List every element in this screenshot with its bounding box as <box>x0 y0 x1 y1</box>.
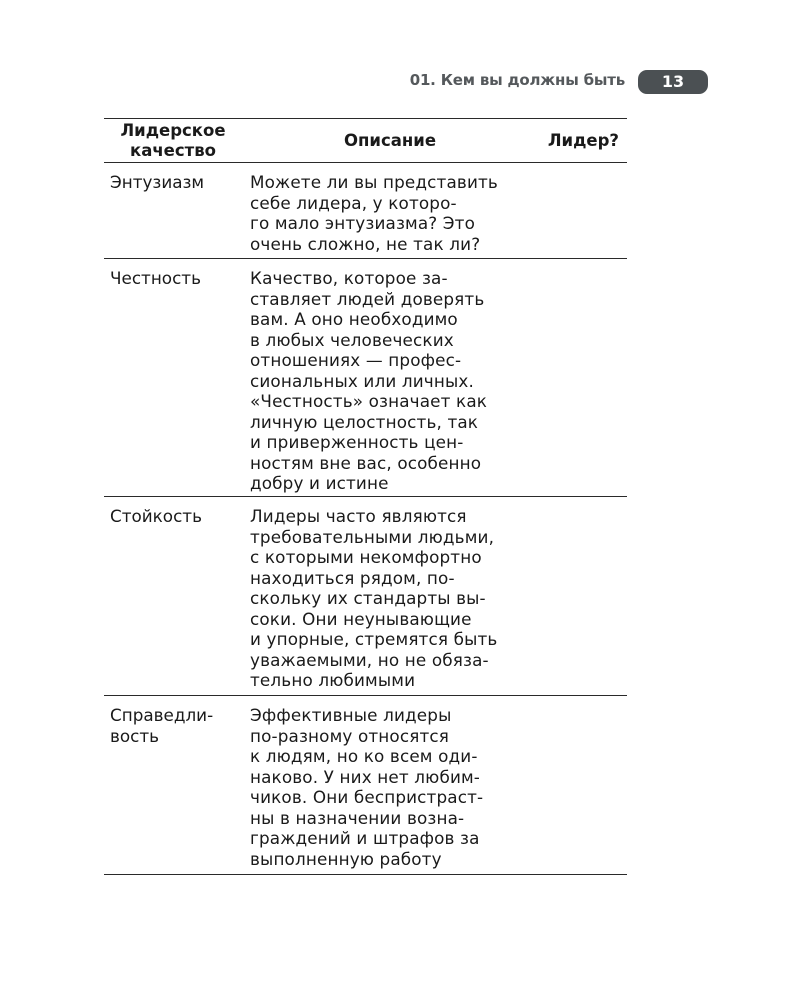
column-header-quality-line: Лидерское <box>120 121 226 140</box>
quality-cell <box>110 172 204 193</box>
quality-line: Стойкость <box>110 506 202 526</box>
description-line: очень сложно, не так ли? <box>250 233 481 254</box>
description-line: личную целостность, так <box>250 411 479 432</box>
description-line: скольку их стандарты вы- <box>250 588 486 608</box>
running-header-chapter: 01. Кем вы должны быть <box>409 71 625 89</box>
column-header-quality-line: качество <box>130 141 216 160</box>
quality-line: Энтузиазм <box>110 172 205 192</box>
description-line: к людям, но ко всем оди- <box>250 746 478 766</box>
description-line: ностям вне вас, особенно <box>250 452 482 473</box>
description-line: го мало энтузиазма? Это <box>250 213 476 233</box>
description-line: тельно любимыми <box>250 670 416 690</box>
description-line: требовательными людьми, <box>250 526 495 547</box>
row-divider <box>104 258 627 259</box>
quality-line: Честность <box>110 268 201 288</box>
row-divider <box>104 496 627 497</box>
row-divider <box>104 695 627 696</box>
quality-line: вость <box>110 725 160 746</box>
description-line: ны в назначении возна- <box>250 807 465 828</box>
description-line: Лидеры часто являются <box>250 506 467 526</box>
description-cell <box>250 172 498 254</box>
quality-cell <box>110 705 213 746</box>
description-line: соки. Они неунывающие <box>250 608 472 629</box>
description-line: уважаемыми, но не обяза- <box>250 649 489 670</box>
description-line: и приверженность цен- <box>250 432 464 452</box>
description-line: в любых человеческих <box>250 329 454 350</box>
description-line: Качество, которое за- <box>250 268 448 288</box>
column-header-description: Описание <box>343 131 437 150</box>
description-line: по-разному относятся <box>250 725 450 746</box>
description-line: ставляет людей доверять <box>250 288 485 309</box>
description-line: находиться рядом, по- <box>250 567 455 588</box>
description-line: сиональных или личных. <box>250 370 474 391</box>
description-line: граждений и штрафов за <box>250 828 480 848</box>
description-line: с которыми некомфортно <box>250 547 482 567</box>
description-cell <box>250 268 487 494</box>
row-divider <box>104 874 627 875</box>
description-line: Можете ли вы представить <box>250 172 498 192</box>
description-line: выполненную работу <box>250 848 442 869</box>
quality-line: Справедли- <box>110 705 214 725</box>
description-line: отношениях — профес- <box>250 350 462 370</box>
header-bottom-rule <box>104 162 627 163</box>
table-top-rule <box>104 118 627 119</box>
description-line: Эффективные лидеры <box>250 705 452 725</box>
column-header-leader: Лидер? <box>547 131 619 150</box>
description-line: «Честность» означает как <box>250 391 488 411</box>
description-line: чиков. Они беспристраст- <box>250 787 484 807</box>
description-line: наково. У них нет любим- <box>250 766 481 787</box>
column-header-quality <box>104 121 242 161</box>
description-line: добру и истине <box>250 473 389 493</box>
page-number-badge: 13 <box>638 70 708 94</box>
description-cell <box>250 506 497 691</box>
description-line: вам. А оно необходимо <box>250 309 458 329</box>
description-cell <box>250 705 483 869</box>
description-line: себе лидера, у которо- <box>250 192 457 213</box>
quality-cell <box>110 506 202 527</box>
quality-cell <box>110 268 201 289</box>
description-line: и упорные, стремятся быть <box>250 629 498 649</box>
